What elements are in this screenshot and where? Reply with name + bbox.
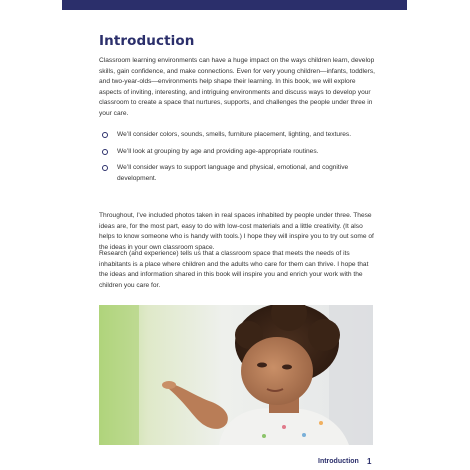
circle-bullet-icon [102,165,108,171]
photos-paragraph: Throughout, I’ve included photos taken in real spaces inhabited by people under three. These ideas are, for the most part, easy to do with low-cost materials and a little creativity. (It also helps to know someone who is handy with tools.) I hope they will inspire you to try out some of the ideas in your own classroom space. [99,212,374,251]
circle-bullet-icon [102,132,108,138]
book-page [62,0,407,470]
page-title: Introduction [99,33,195,49]
child-pointing-image [99,305,373,445]
research-paragraph: Research (and experience) tells us that a classroom space that meets the needs of its inhabitants is a place where children and the adults who care for them can thrive. I hope that the ideas and information shared in this book will inspire you and enrich your work with the children you care for. [99,250,369,289]
footer-section-label: Introduction [318,458,359,465]
circle-bullet-icon [102,149,108,155]
bullet-item [99,130,379,141]
header-color-bar [62,0,407,10]
bullet-item [99,163,379,184]
bullet-text: We’ll consider ways to support language and physical, emotional, and cognitive development. [117,164,349,182]
bullet-text: We’ll look at grouping by age and providing age-appropriate routines. [117,147,319,155]
page-number: 1 [367,457,372,466]
bullet-list [99,130,379,190]
intro-paragraph: Classroom learning environments can have a huge impact on the ways children learn, develop skills, gain confidence, and make connections. Even for very young children—infants, toddlers, and two-year-olds—environments help shape their learning. In this book, we will explore aspects of inviting, interesting, and intriguing environments and discuss ways to develop your classroom to create a space that nurtures, supports, and challenges the people under three in your care. [99,57,375,117]
bullet-item [99,147,379,158]
child-photo [99,305,373,445]
bullet-text: We’ll consider colors, sounds, smells, furniture placement, lighting, and textures. [117,131,352,138]
